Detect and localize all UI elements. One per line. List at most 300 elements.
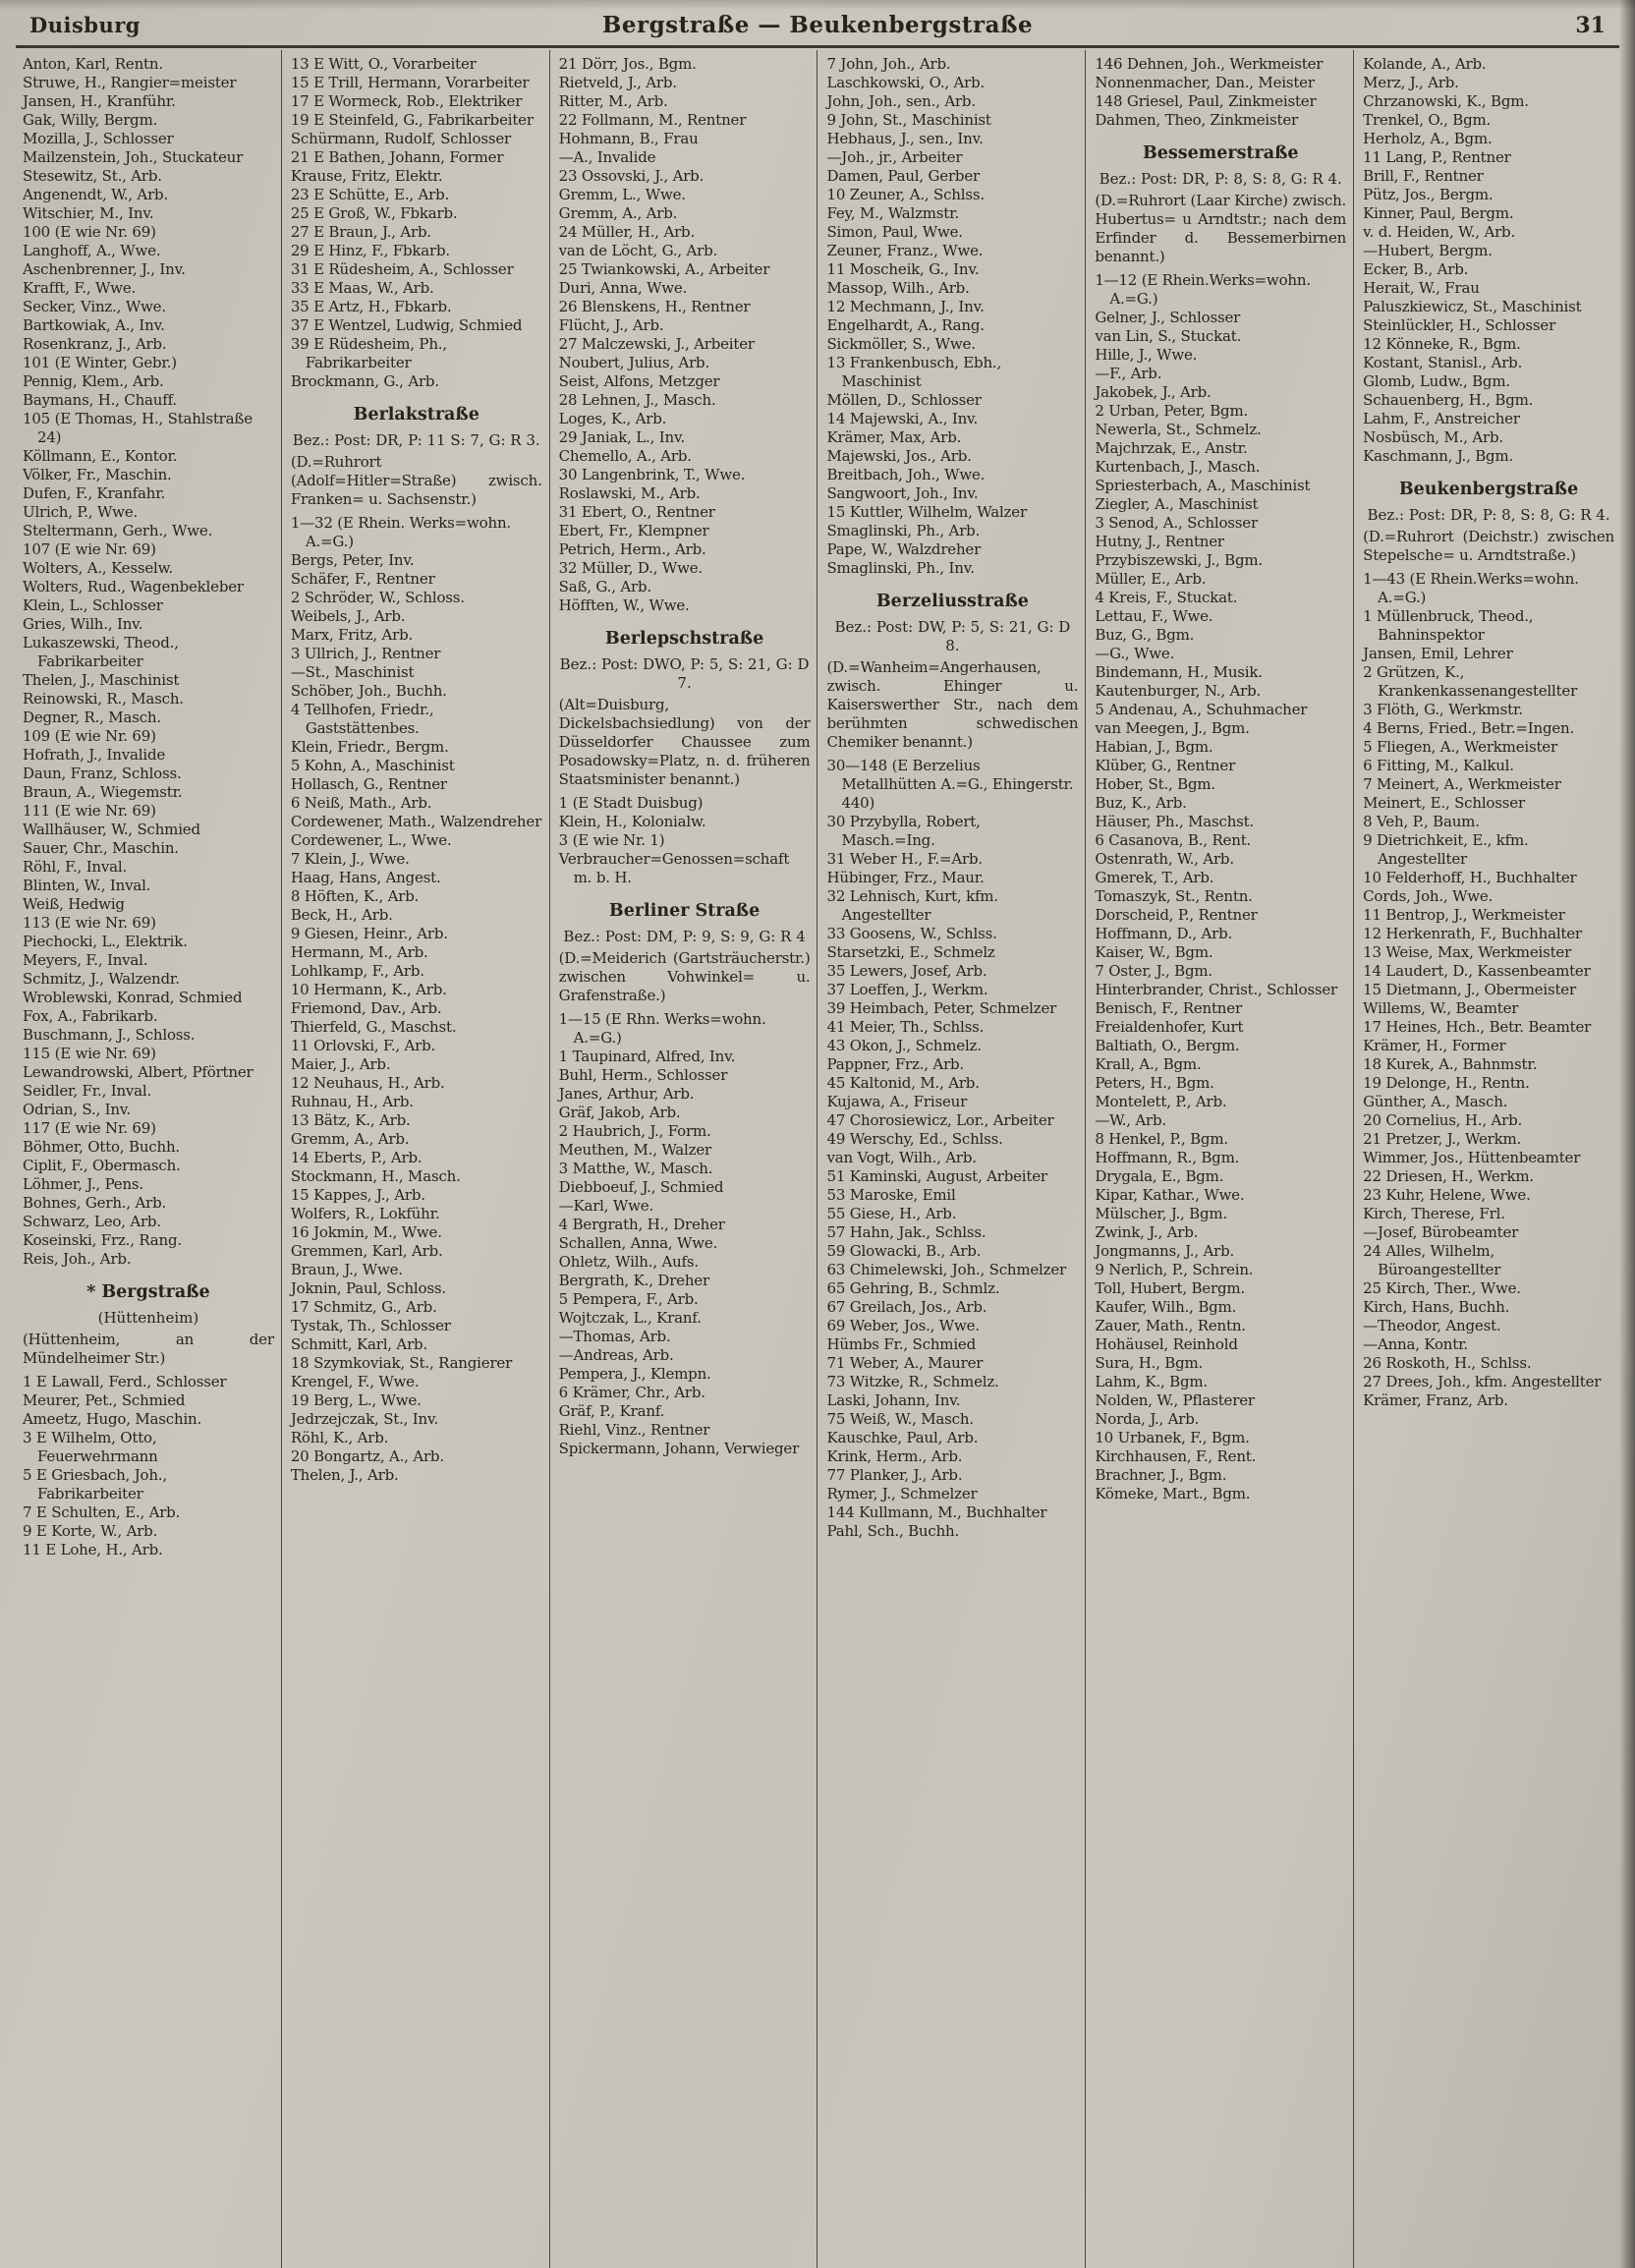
directory-entry: 32 Lehnisch, Kurt, kfm. Angestellter — [826, 887, 998, 924]
directory-entry: —W., Arb. — [1095, 1111, 1166, 1129]
district-info: Bez.: Post: DWO, P: 5, S: 21, G: D 7. — [559, 655, 810, 692]
directory-entry: Mozilla, J., Schlosser — [23, 130, 174, 147]
directory-entry: 15 Kuttler, Wilhelm, Walzer — [826, 503, 1027, 521]
directory-entry: —Anna, Kontr. — [1363, 1335, 1468, 1353]
directory-entry: 30 Przybylla, Robert, Masch.=Ing. — [826, 813, 981, 849]
directory-entry: Völker, Fr., Maschin. — [23, 466, 172, 483]
directory-entry: Kolande, A., Arb. — [1363, 55, 1487, 73]
street-name: Beukenbergstraße — [1398, 480, 1579, 499]
street-note: (D.=Meiderich (Gartsträucherstr.) zwischen Vohwinkel= u. Grafenstraße.) — [558, 949, 811, 1004]
directory-entry: Starsetzki, E., Schmelz — [826, 943, 995, 961]
directory-entry: Angenendt, W., Arb. — [23, 186, 169, 203]
directory-entry: 9 Nerlich, P., Schrein. — [1095, 1261, 1254, 1278]
directory-entry: 65 Gehring, B., Schmlz. — [826, 1279, 1000, 1297]
directory-entry: van Lin, S., Stuckat. — [1095, 327, 1242, 345]
directory-entry: Gremmen, Karl, Arb. — [290, 1242, 443, 1260]
directory-entry: Reinowski, R., Masch. — [23, 690, 184, 708]
running-head-city: Duisburg — [29, 13, 141, 37]
directory-entry: —Hubert, Bergm. — [1363, 242, 1493, 259]
directory-entry: Spickermann, Johann, Verwieger — [558, 1440, 800, 1457]
directory-entry: —Andreas, Arb. — [558, 1346, 674, 1364]
directory-entry: 5 Fliegen, A., Werkmeister — [1363, 738, 1557, 756]
directory-entry: 4 Berns, Fried., Betr.=Ingen. — [1363, 719, 1575, 737]
directory-entry: Tomaszyk, St., Rentn. — [1095, 887, 1253, 905]
directory-entry: Kaiser, W., Bgm. — [1095, 943, 1213, 961]
street-name: Bessemerstraße — [1142, 143, 1299, 163]
directory-entry: 146 Dehnen, Joh., Werkmeister — [1095, 55, 1324, 73]
directory-entry: 7 E Schulten, E., Arb. — [23, 1503, 181, 1521]
directory-entry: 30 Langenbrink, T., Wwe. — [558, 466, 746, 483]
directory-entry: Ciplit, F., Obermasch. — [23, 1157, 181, 1174]
directory-entry: Gremm, A., Arb. — [558, 204, 678, 222]
directory-entry: 71 Weber, A., Maurer — [826, 1354, 984, 1372]
directory-entry: 12 Könneke, R., Bgm. — [1363, 335, 1521, 353]
directory-entry: 49 Werschy, Ed., Schlss. — [826, 1130, 1003, 1148]
directory-entry: Kömeke, Mart., Bgm. — [1095, 1485, 1251, 1503]
street-name: Berlepschstraße — [604, 629, 764, 649]
directory-entry: Hutny, J., Rentner — [1095, 533, 1224, 550]
directory-entry: 5 Andenau, A., Schuhmacher — [1095, 701, 1308, 718]
directory-entry: Schwarz, Leo, Arb. — [23, 1213, 161, 1230]
directory-entry: Hinterbrander, Christ., Schlosser — [1095, 981, 1337, 998]
directory-entry: Kirch, Therese, Frl. — [1363, 1205, 1505, 1222]
directory-entry: 12 Neuhaus, H., Arb. — [290, 1074, 445, 1092]
directory-entry: 7 Meinert, A., Werkmeister — [1363, 775, 1561, 793]
directory-entry: Lewandrowski, Albert, Pförtner — [23, 1063, 254, 1081]
directory-entry: Hille, J., Wwe. — [1095, 346, 1198, 364]
directory-entry: Rietveld, J., Arb. — [558, 74, 677, 91]
directory-entry: 8 Veh, P., Baum. — [1363, 813, 1480, 830]
directory-entry: 12 Mechmann, J., Inv. — [826, 298, 985, 315]
directory-entry: John, Joh., sen., Arb. — [826, 92, 976, 110]
directory-entry: 20 Bongartz, A., Arb. — [290, 1447, 444, 1465]
directory-entry: Krämer, H., Former — [1363, 1037, 1506, 1054]
directory-entry: 5 Kohn, A., Maschinist — [290, 757, 455, 774]
directory-entry: 14 Eberts, P., Arb. — [290, 1149, 423, 1166]
directory-entry: Hoffmann, D., Arb. — [1095, 925, 1233, 942]
directory-entry: Petrich, Herm., Arb. — [558, 540, 706, 558]
directory-entry: 53 Maroske, Emil — [826, 1186, 956, 1204]
directory-entry: Pennig, Klem., Arb. — [23, 372, 164, 390]
directory-entry: Möllen, D., Schlosser — [826, 391, 982, 409]
directory-entry: Ruhnau, H., Arb. — [290, 1093, 414, 1110]
directory-entry: 27 E Braun, J., Arb. — [290, 223, 431, 241]
directory-entry: Krämer, Max, Arb. — [826, 428, 962, 446]
directory-entry: Janes, Arthur, Arb. — [558, 1085, 695, 1103]
directory-entry: Gmerek, T., Arb. — [1095, 869, 1214, 886]
directory-entry: Weiß, Hedwig — [23, 895, 125, 913]
directory-entry: 33 Goosens, W., Schlss. — [826, 925, 997, 942]
directory-entry: Steltermann, Gerh., Wwe. — [23, 522, 213, 539]
directory-entry: Müller, E., Arb. — [1095, 570, 1207, 588]
directory-entry: 10 Hermann, K., Arb. — [290, 981, 447, 998]
page-number: 31 — [1575, 13, 1606, 38]
directory-entry: 35 E Artz, H., Fbkarb. — [290, 298, 452, 315]
directory-entry: Bergs, Peter, Inv. — [290, 551, 415, 569]
directory-entry: Jedrzejczak, St., Inv. — [290, 1410, 439, 1428]
directory-entry: Secker, Vinz., Wwe. — [23, 298, 166, 315]
directory-entry: Löhmer, J., Pens. — [23, 1175, 143, 1193]
directory-entry: 1—32 (E Rhein. Werks=wohn. A.=G.) — [290, 514, 511, 550]
directory-entry: 8 Höften, K., Arb. — [290, 887, 420, 905]
directory-entry: 4 Bergrath, H., Dreher — [558, 1216, 725, 1233]
directory-entry: Hübinger, Frz., Maur. — [826, 869, 985, 886]
directory-entry: Engelhardt, A., Rang. — [826, 316, 985, 334]
directory-entry: 25 E Groß, W., Fbkarb. — [290, 204, 458, 222]
directory-entry: Friemond, Dav., Arb. — [290, 999, 442, 1017]
directory-entry: Jongmanns, J., Arb. — [1095, 1242, 1235, 1260]
directory-entry: 31 Ebert, O., Rentner — [558, 503, 715, 521]
directory-entry: Fey, M., Walzmstr. — [826, 204, 960, 222]
directory-entry: Buz, G., Bgm. — [1095, 626, 1195, 644]
directory-entry: 1 Taupinard, Alfred, Inv. — [558, 1048, 736, 1065]
directory-entry: 17 E Wormeck, Rob., Elektriker — [290, 92, 523, 110]
directory-entry: Bartkowiak, A., Inv. — [23, 316, 165, 334]
directory-entry: Seist, Alfons, Metzger — [558, 372, 720, 390]
directory-entry: Massop, Wilh., Arb. — [826, 279, 970, 297]
directory-entry: Schallen, Anna, Wwe. — [558, 1234, 718, 1252]
directory-entry: Braun, A., Wiegemstr. — [23, 783, 183, 801]
directory-entry: 55 Giese, H., Arb. — [826, 1205, 957, 1222]
street-note: (D.=Ruhrort (Deichstr.) zwischen Stepelsche= u. Arndtstraße.) — [1363, 528, 1614, 564]
directory-entry: 101 (E Winter, Gebr.) — [23, 354, 177, 371]
directory-entry: van de Löcht, G., Arb. — [558, 242, 718, 259]
directory-entry: 77 Planker, J., Arb. — [826, 1466, 963, 1484]
directory-entry: 14 Majewski, A., Inv. — [826, 410, 979, 427]
directory-entry: Sickmöller, S., Wwe. — [826, 335, 976, 353]
directory-entry: Schäfer, F., Rentner — [290, 570, 435, 588]
directory-entry: 26 Blenskens, H., Rentner — [558, 298, 751, 315]
directory-entry: Montelett, P., Arb. — [1095, 1093, 1227, 1110]
directory-entry: 11 Bentrop, J., Werkmeister — [1363, 906, 1565, 924]
directory-entry: Laski, Johann, Inv. — [826, 1391, 961, 1409]
directory-entry: 19 E Steinfeld, G., Fabrikarbeiter — [290, 111, 534, 129]
directory-entry: Willems, W., Beamter — [1363, 999, 1519, 1017]
directory-entry: Wolfers, R., Lokführ. — [290, 1205, 440, 1222]
directory-entry: Ziegler, A., Maschinist — [1095, 495, 1259, 513]
directory-entry: Anton, Karl, Rentn. — [23, 55, 163, 73]
directory-entry: 51 Kaminski, August, Arbeiter — [826, 1167, 1047, 1185]
directory-entry: Laschkowski, O., Arb. — [826, 74, 986, 91]
directory-entry: Trenkel, O., Bgm. — [1363, 111, 1492, 129]
directory-entry: Dahmen, Theo, Zinkmeister — [1095, 111, 1298, 129]
directory-entry: Brachner, J., Bgm. — [1095, 1466, 1227, 1484]
directory-entry: 20 Cornelius, H., Arb. — [1363, 1111, 1523, 1129]
directory-entry: Bohnes, Gerh., Arb. — [23, 1194, 167, 1212]
directory-entry: Degner, R., Masch. — [23, 709, 161, 726]
directory-entry: Pahl, Sch., Buchh. — [826, 1522, 960, 1540]
directory-entry: 35 Lewers, Josef, Arb. — [826, 962, 987, 980]
directory-entry: 16 Jokmin, M., Wwe. — [290, 1223, 442, 1241]
directory-entry: Damen, Paul, Gerber — [826, 167, 980, 185]
directory-entry: 59 Glowacki, B., Arb. — [826, 1242, 982, 1260]
directory-entry: 15 Dietmann, J., Obermeister — [1363, 981, 1576, 998]
directory-entry: Flücht, J., Arb. — [558, 316, 664, 334]
street-note: (D.=Wanheim=Angerhausen, zwisch. Ehinger u. Kaiserswerther Str., nach dem berühmten schwedischen Chemiker benannt.) — [826, 658, 1079, 751]
directory-entry: Loges, K., Arb. — [558, 410, 667, 427]
directory-entry: Krengel, F., Wwe. — [290, 1373, 420, 1390]
directory-entry: Nonnenmacher, Dan., Meister — [1095, 74, 1315, 91]
directory-entry: 3 Matthe, W., Masch. — [558, 1160, 713, 1177]
directory-entry: 14 Laudert, D., Kassenbeamter — [1363, 962, 1591, 980]
directory-entry: 73 Witzke, R., Schmelz. — [826, 1373, 999, 1390]
directory-entry: —Thomas, Arb. — [558, 1328, 671, 1345]
directory-entry: 41 Meier, Th., Schlss. — [826, 1018, 985, 1036]
directory-entry: Piechocki, L., Elektrik. — [23, 933, 188, 950]
directory-entry: 39 Heimbach, Peter, Schmelzer — [826, 999, 1057, 1017]
directory-entry: Hümbs Fr., Schmied — [826, 1335, 976, 1353]
directory-entry: Haag, Hans, Angest. — [290, 869, 441, 886]
directory-entry: 115 (E wie Nr. 69) — [23, 1045, 156, 1062]
page-header — [14, 8, 1621, 45]
directory-entry: Kurtenbach, J., Masch. — [1095, 458, 1261, 476]
directory-entry: Hollasch, G., Rentner — [290, 775, 447, 793]
directory-entry: Hebhaus, J., sen., Inv. — [826, 130, 984, 147]
directory-entry: Mülscher, J., Bgm. — [1095, 1205, 1227, 1222]
directory-entry: Krink, Herm., Arb. — [826, 1447, 963, 1465]
directory-entry: Aschenbrenner, J., Inv. — [23, 260, 186, 278]
directory-entry: Smaglinski, Ph., Arb. — [826, 522, 981, 539]
directory-entry: v. d. Heiden, W., Arb. — [1363, 223, 1516, 241]
district-info: Bez.: Post: DM, P: 9, S: 9, G: R 4 — [563, 928, 806, 945]
street-name: * Bergstraße — [86, 1282, 210, 1302]
directory-entry: Roslawski, M., Arb. — [558, 484, 701, 502]
directory-entry: 6 Casanova, B., Rent. — [1095, 831, 1252, 849]
directory-entry: 113 (E wie Nr. 69) — [23, 914, 156, 932]
directory-entry: Schöber, Joh., Buchh. — [290, 682, 447, 700]
directory-entry: 29 Janiak, L., Inv. — [558, 428, 686, 446]
directory-entry: Schmitt, Karl, Arb. — [290, 1335, 428, 1353]
directory-entry: Thierfeld, G., Maschst. — [290, 1018, 457, 1036]
directory-entry: 9 Giesen, Heinr., Arb. — [290, 925, 448, 942]
directory-entry: 2 Haubrich, J., Form. — [558, 1122, 711, 1140]
directory-entry: Wroblewski, Konrad, Schmied — [23, 989, 243, 1006]
directory-entry: Spriesterbach, A., Maschinist — [1095, 477, 1311, 494]
directory-entry: Buschmann, J., Schloss. — [23, 1026, 196, 1044]
directory-entry: 13 Frankenbusch, Ebh., Maschinist — [826, 354, 1002, 390]
directory-entry: —Joh., jr., Arbeiter — [826, 148, 963, 166]
district-info: Bez.: Post: DR, P: 8, S: 8, G: R 4. — [1099, 170, 1342, 188]
directory-entry: 15 Kappes, J., Arb. — [290, 1186, 425, 1204]
directory-entry: —G., Wwe. — [1095, 645, 1175, 662]
directory-entry: Lettau, F., Wwe. — [1095, 607, 1213, 625]
directory-entry: Sangwoort, Joh., Inv. — [826, 484, 979, 502]
directory-entry: Smaglinski, Ph., Inv. — [826, 559, 975, 577]
directory-entry: 11 E Lohe, H., Arb. — [23, 1541, 163, 1559]
directory-entry: 3 (E wie Nr. 1) — [558, 831, 665, 849]
directory-entry: Lukaszewski, Theod., Fabrikarbeiter — [23, 634, 179, 670]
directory-entry: Thelen, J., Arb. — [290, 1466, 399, 1484]
directory-entry: Kaufer, Wilh., Bgm. — [1095, 1298, 1237, 1316]
directory-entry: Meyers, F., Inval. — [23, 951, 148, 969]
directory-entry: Kirchhausen, F., Rent. — [1095, 1447, 1257, 1465]
directory-entry: Höfften, W., Wwe. — [558, 596, 690, 614]
directory-entry: 27 Drees, Joh., kfm. Angestellter — [1363, 1373, 1602, 1390]
directory-entry: Pape, W., Walzdreher — [826, 540, 982, 558]
directory-entry: Reis, Joh., Arb. — [23, 1250, 132, 1268]
directory-entry: 43 Okon, J., Schmelz. — [826, 1037, 982, 1054]
directory-entry: Kipar, Kathar., Wwe. — [1095, 1186, 1245, 1204]
directory-entry: Lahm, K., Bgm. — [1095, 1373, 1208, 1390]
directory-entry: Gak, Willy, Bergm. — [23, 111, 158, 129]
directory-entry: Pempera, J., Klempn. — [558, 1365, 711, 1383]
directory-entry: 11 Lang, P., Rentner — [1363, 148, 1511, 166]
directory-entry: Norda, J., Arb. — [1095, 1410, 1200, 1428]
directory-entry: Sauer, Chr., Maschin. — [23, 839, 179, 857]
directory-entry: Meuthen, M., Walzer — [558, 1141, 711, 1159]
directory-entry: 24 Müller, H., Arb. — [558, 223, 696, 241]
directory-entry: Bergrath, K., Dreher — [558, 1272, 709, 1289]
directory-entry: Cordewener, L., Wwe. — [290, 831, 452, 849]
directory-entry: 19 Berg, L., Wwe. — [290, 1391, 422, 1409]
directory-entry: Chemello, A., Arb. — [558, 447, 692, 465]
street-note: (Alt=Duisburg, Dickelsbachsiedlung) von der Düsseldorfer Chaussee zum Posadowsky=Platz, n. d. früheren Staatsminister benannt.) — [558, 696, 811, 788]
directory-entry: Kujawa, A., Friseur — [826, 1093, 968, 1110]
directory-entry: 107 (E wie Nr. 69) — [23, 540, 156, 558]
directory-entry: 4 Tellhofen, Friedr., Gaststättenbes. — [290, 701, 434, 737]
directory-entry: Ebert, Fr., Klempner — [558, 522, 709, 539]
directory-entry: 1 Müllenbruck, Theod., Bahninspektor — [1363, 607, 1534, 644]
directory-entry: 30—148 (E Berzelius Metallhütten A.=G., Ehingerstr. 440) — [826, 757, 1074, 812]
directory-entry: Fox, A., Fabrikarb. — [23, 1007, 158, 1025]
directory-entry: Thelen, J., Maschinist — [23, 671, 180, 689]
directory-entry: 10 Felderhoff, H., Buchhalter — [1363, 869, 1577, 886]
directory-entry: Köllmann, E., Kontor. — [23, 447, 178, 465]
directory-entry: —Theodor, Angest. — [1363, 1317, 1501, 1334]
directory-entry: Braun, J., Wwe. — [290, 1261, 403, 1278]
directory-entry: van Meegen, J., Bgm. — [1095, 719, 1250, 737]
directory-entry: 22 Follmann, M., Rentner — [558, 111, 747, 129]
directory-entry: Merz, J., Arb. — [1363, 74, 1459, 91]
directory-entry: Meurer, Pet., Schmied — [23, 1391, 186, 1409]
directory-entry: 21 E Bathen, Johann, Former — [290, 148, 504, 166]
directory-entry: 17 Schmitz, G., Arb. — [290, 1298, 437, 1316]
directory-entry: 25 Kirch, Ther., Wwe. — [1363, 1279, 1521, 1297]
directory-entry: 18 Kurek, A., Bahnmstr. — [1363, 1055, 1538, 1073]
directory-entry: Kautenburger, N., Arb. — [1095, 682, 1262, 700]
directory-entry: Chrzanowski, K., Bgm. — [1363, 92, 1529, 110]
street-note: (Hüttenheim, an der Mündelheimer Str.) — [23, 1331, 274, 1367]
directory-entry: Gries, Wilh., Inv. — [23, 615, 143, 633]
directory-entry: —Josef, Bürobeamter — [1363, 1223, 1519, 1241]
directory-entry: 57 Hahn, Jak., Schlss. — [826, 1223, 987, 1241]
directory-entry: Herait, W., Frau — [1363, 279, 1480, 297]
directory-entry: 75 Weiß, W., Masch. — [826, 1410, 974, 1428]
directory-entry: Benisch, F., Rentner — [1095, 999, 1242, 1017]
directory-entry: Baymans, H., Chauff. — [23, 391, 177, 409]
directory-entry: Jakobek, J., Arb. — [1095, 383, 1212, 401]
directory-entry: Newerla, St., Schmelz. — [1095, 421, 1262, 438]
directory-entry: Seidler, Fr., Inval. — [23, 1082, 152, 1100]
directory-entry: 23 Kuhr, Helene, Wwe. — [1363, 1186, 1531, 1204]
directory-entry: 67 Greilach, Jos., Arb. — [826, 1298, 987, 1316]
directory-entry: 39 E Rüdesheim, Ph., Fabrikarbeiter — [290, 335, 447, 371]
header-rule — [16, 45, 1619, 48]
district-info: Bez.: Post: DW, P: 5, S: 21, G: D 8. — [834, 618, 1071, 654]
directory-entry: Saß, G., Arb. — [558, 578, 651, 595]
directory-entry: Riehl, Vinz., Rentner — [558, 1421, 710, 1439]
directory-entry: 2 Grützen, K., Krankenkassenangestellter — [1363, 663, 1578, 700]
directory-entry: 144 Kullmann, M., Buchhalter — [826, 1503, 1047, 1521]
directory-entry: 15 E Trill, Hermann, Vorarbeiter — [290, 74, 530, 91]
directory-entry: Mailzenstein, Joh., Stuckateur — [23, 148, 244, 166]
directory-entry: Hermann, M., Arb. — [290, 943, 428, 961]
directory-entry: 24 Alles, Wilhelm, Büroangestellter — [1363, 1242, 1501, 1278]
directory-entry: Diebboeuf, J., Schmied — [558, 1178, 724, 1196]
directory-entry: Rosenkranz, J., Arb. — [23, 335, 167, 353]
directory-entry: Baltiath, O., Bergm. — [1095, 1037, 1240, 1054]
column-4 — [817, 50, 1085, 2268]
directory-entry: 100 (E wie Nr. 69) — [23, 223, 156, 241]
street-name: Berzeliusstraße — [875, 592, 1029, 611]
directory-entry: Dorscheid, P., Rentner — [1095, 906, 1258, 924]
directory-entry: 37 Loeffen, J., Werkm. — [826, 981, 988, 998]
directory-entry: Paluszkiewicz, St., Maschinist — [1363, 298, 1582, 315]
directory-entry: Kaschmann, J., Bgm. — [1363, 447, 1514, 465]
directory-entry: 21 Pretzer, J., Werkm. — [1363, 1130, 1522, 1148]
street-name: Berlakstraße — [353, 405, 479, 425]
directory-entry: Wallhäuser, W., Schmied — [23, 821, 200, 838]
directory-entry: Zwink, J., Arb. — [1095, 1223, 1199, 1241]
directory-entry: Wolters, A., Kesselw. — [23, 559, 174, 577]
directory-entry: 26 Roskoth, H., Schlss. — [1363, 1354, 1532, 1372]
directory-entry: Habian, J., Bgm. — [1095, 738, 1213, 756]
directory-entry: Schauenberg, H., Bgm. — [1363, 391, 1534, 409]
directory-entry: Krämer, Franz, Arb. — [1363, 1391, 1508, 1409]
column-5 — [1085, 50, 1353, 2268]
directory-entry: Zauer, Math., Rentn. — [1095, 1317, 1246, 1334]
directory-entry: Sura, H., Bgm. — [1095, 1354, 1204, 1372]
directory-entry: Rymer, J., Schmelzer — [826, 1485, 978, 1503]
directory-entry: 13 Bätz, K., Arb. — [290, 1111, 411, 1129]
directory-entry: Duri, Anna, Wwe. — [558, 279, 688, 297]
directory-entry: 13 E Witt, O., Vorarbeiter — [290, 55, 477, 73]
directory-entry: 32 Müller, D., Wwe. — [558, 559, 703, 577]
directory-entry: Freialdenhofer, Kurt — [1095, 1018, 1244, 1036]
directory-entry: Cords, Joh., Wwe. — [1363, 887, 1494, 905]
directory-entry: Maier, J., Arb. — [290, 1055, 391, 1073]
directory-entry: 1 E Lawall, Ferd., Schlosser — [23, 1373, 227, 1390]
directory-entry: 111 (E wie Nr. 69) — [23, 802, 156, 820]
directory-entry: —St., Maschinist — [290, 663, 415, 681]
directory-entry: Cordewener, Math., Walzendreher — [290, 813, 542, 830]
column-6 — [1353, 50, 1621, 2268]
directory-entry: Buhl, Herm., Schlosser — [558, 1066, 728, 1084]
directory-entry: Klein, Friedr., Bergm. — [290, 738, 449, 756]
directory-entry: 9 John, St., Maschinist — [826, 111, 991, 129]
directory-entry: Marx, Fritz, Arb. — [290, 626, 414, 644]
directory-entry: Beck, H., Arb. — [290, 906, 393, 924]
directory-entry: Kinner, Paul, Bergm. — [1363, 204, 1514, 222]
directory-entry: 6 Neiß, Math., Arb. — [290, 794, 432, 812]
directory-entry: Herholz, A., Bgm. — [1363, 130, 1493, 147]
directory-entry: Krall, A., Bgm. — [1095, 1055, 1202, 1073]
directory-entry: Pappner, Frz., Arb. — [826, 1055, 965, 1073]
directory-entry: Hohmann, B., Frau — [558, 130, 699, 147]
directory-entry: 1 (E Stadt Duisbug) — [558, 794, 704, 812]
directory-entry: 3 Senod, A., Schlosser — [1095, 514, 1258, 532]
directory-entry: Joknin, Paul, Schloss. — [290, 1279, 446, 1297]
directory-entry: 63 Chimelewski, Joh., Schmelzer — [826, 1261, 1067, 1278]
column-3 — [549, 50, 818, 2268]
column-2 — [281, 50, 549, 2268]
directory-entry: 21 Dörr, Jos., Bgm. — [558, 55, 697, 73]
directory-entry: Verbraucher=Genossen=schaft m. b. H. — [558, 850, 790, 886]
directory-entry: 105 (E Thomas, H., Stahlstraße 24) — [23, 410, 253, 446]
district-info: (Hüttenheim) — [97, 1309, 199, 1327]
directory-entry: Klüber, G., Rentner — [1095, 757, 1236, 774]
directory-entry: Drygala, E., Bgm. — [1095, 1167, 1224, 1185]
